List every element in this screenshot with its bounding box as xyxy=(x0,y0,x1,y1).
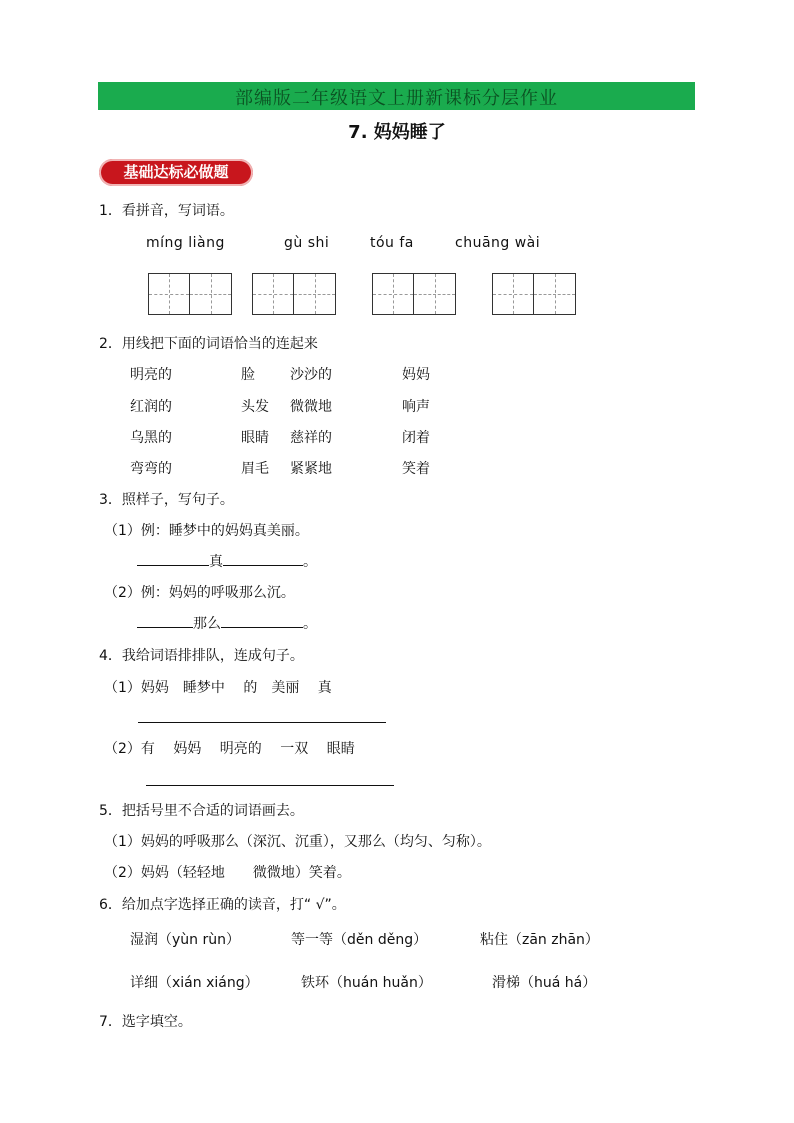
q1-prompt: 1．看拼音，写词语。 xyxy=(99,203,234,219)
q2-col4-item: 妈妈 xyxy=(402,367,430,383)
q2-col3-item: 慈祥的 xyxy=(290,430,332,446)
q2-col3-item: 沙沙的 xyxy=(290,367,332,383)
tianzige-box-2[interactable] xyxy=(252,273,336,315)
pinyin-3: tóu fa xyxy=(370,235,414,251)
q2-col2-item: 眼睛 xyxy=(241,430,269,446)
q2-col4-item: 笑着 xyxy=(402,461,430,477)
q7-prompt: 7．选字填空。 xyxy=(99,1014,192,1030)
answer-line[interactable] xyxy=(146,785,394,786)
blank-line[interactable] xyxy=(137,613,193,628)
q5-prompt: 5．把括号里不合适的词语画去。 xyxy=(99,803,304,819)
q3-fill-1 xyxy=(137,551,317,571)
q6-item: 滑梯（huá há） xyxy=(492,975,597,991)
series-title: 部编版二年级语文上册新课标分层作业 xyxy=(235,88,558,109)
q3-example-1: （1）例：睡梦中的妈妈真美丽。 xyxy=(104,523,309,539)
q3-prompt: 3．照样子，写句子。 xyxy=(99,492,234,508)
q2-col1-item: 乌黑的 xyxy=(130,430,172,446)
q2-col1-item: 弯弯的 xyxy=(130,461,172,477)
q6-item: 铁环（huán huǎn） xyxy=(301,975,432,991)
q6-item: 等一等（děn děng） xyxy=(291,932,428,948)
period: 。 xyxy=(303,616,317,632)
answer-line[interactable] xyxy=(138,722,386,723)
q2-col3-item: 微微地 xyxy=(290,399,332,415)
lesson-title: 7. 妈妈睡了 xyxy=(348,122,446,143)
q6-item: 湿润（yùn rùn） xyxy=(130,932,240,948)
tianzige-box-1[interactable] xyxy=(148,273,232,315)
pinyin-1: míng liàng xyxy=(146,235,225,251)
blank-line[interactable] xyxy=(221,613,303,628)
q2-col2-item: 头发 xyxy=(241,399,269,415)
q2-col2-item: 眉毛 xyxy=(241,461,269,477)
section-badge: 基础达标必做题 xyxy=(99,159,253,186)
blank-line[interactable] xyxy=(137,551,209,566)
q2-col1-item: 红润的 xyxy=(130,399,172,415)
fill-word: 那么 xyxy=(193,616,221,632)
q6-prompt: 6．给加点字选择正确的读音，打“ √”。 xyxy=(99,897,346,913)
q6-item: 详细（xián xiáng） xyxy=(130,975,259,991)
q6-item: 粘住（zān zhān） xyxy=(480,932,599,948)
q4-sentence-2: （2）有 妈妈 明亮的 一双 眼睛 xyxy=(104,741,355,757)
pinyin-4: chuāng wài xyxy=(455,235,541,251)
fill-word: 真 xyxy=(209,554,223,570)
pinyin-2: gù shi xyxy=(284,235,330,251)
q5-sentence-2: （2）妈妈（轻轻地 微微地）笑着。 xyxy=(104,865,351,881)
q2-col4-item: 响声 xyxy=(402,399,430,415)
q2-col4-item: 闭着 xyxy=(402,430,430,446)
blank-line[interactable] xyxy=(223,551,303,566)
q4-sentence-1: （1）妈妈 睡梦中 的 美丽 真 xyxy=(104,680,332,696)
period: 。 xyxy=(303,554,317,570)
q2-col2-item: 脸 xyxy=(241,367,255,383)
q2-col1-item: 明亮的 xyxy=(130,367,172,383)
tianzige-box-3[interactable] xyxy=(372,273,456,315)
q3-fill-2 xyxy=(137,613,317,633)
q2-col3-item: 紧紧地 xyxy=(290,461,332,477)
q5-sentence-1: （1）妈妈的呼吸那么（深沉、沉重），又那么（均匀、匀称）。 xyxy=(104,834,491,850)
q2-prompt: 2．用线把下面的词语恰当的连起来 xyxy=(99,336,318,352)
q4-prompt: 4．我给词语排排队，连成句子。 xyxy=(99,648,304,664)
q3-example-2: （2）例：妈妈的呼吸那么沉。 xyxy=(104,585,295,601)
tianzige-box-4[interactable] xyxy=(492,273,576,315)
